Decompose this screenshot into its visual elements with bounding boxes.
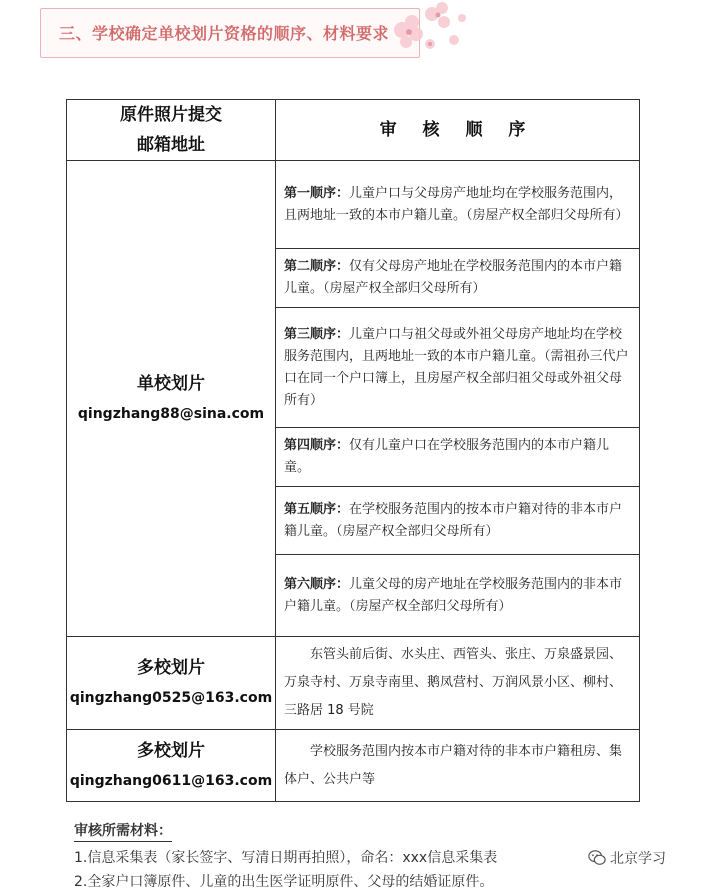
order-cell-4 [276, 428, 640, 487]
order-text: 仅有父母房产地址在学校服务范围内的本市户籍儿童。（房屋产权全部归父母所有） [284, 259, 623, 296]
multi-school-row-1 [67, 637, 640, 730]
wechat-icon [588, 849, 606, 867]
watermark [588, 848, 666, 868]
materials-title: 审核所需材料： [74, 820, 172, 842]
multi-school-email-2: qingzhang0611@163.com [69, 772, 273, 789]
single-school-type: 单校划片 [137, 373, 205, 394]
section-header [40, 8, 420, 58]
order-text: 在学校服务范围内的按本市户籍对待的非本市户籍儿童。（房屋产权全部归父母所有） [284, 501, 623, 539]
section-title: 三、学校确定单校划片资格的顺序、材料要求 [59, 24, 390, 43]
materials-section [74, 820, 497, 894]
order-text: 儿童户口与父母房产地址均在学校服务范围内，且两地址一致的本市户籍儿童。（房屋产权全部归父母所有） [284, 185, 629, 223]
materials-item: 2.全家户口簿原件、儿童的出生医学证明原件、父母的结婚证原件。 [74, 874, 494, 890]
single-school-cell [67, 161, 276, 637]
table-header-row [67, 100, 640, 161]
multi-school-scope-1: 东管头前后街、水头庄、西管头、张庄、万泉盛景园、万泉寺村、万泉寺南里、鹅凤营村、万润风景小区、柳村、三路居 18 号院 [276, 637, 640, 730]
order-label: 第一顺序： [284, 185, 350, 201]
multi-school-type-1: 多校划片 [137, 658, 205, 678]
multi-school-row-2 [67, 730, 640, 802]
order-text: 儿童父母的房产地址在学校服务范围内的非本市户籍儿童。（房屋产权全部归父母所有） [284, 576, 623, 614]
materials-item: 1.信息采集表（家长签字、写清日期再拍照），命名：xxx信息采集表 [74, 850, 498, 866]
watermark-text: 北京学习 [610, 851, 666, 867]
multi-school-type-2: 多校划片 [137, 740, 205, 761]
order-label: 第四顺序： [284, 438, 350, 453]
order-cell-1 [276, 161, 640, 249]
order-label: 第五顺序： [284, 501, 350, 517]
header-left-line2: 邮箱地址 [137, 135, 205, 155]
multi-school-cell-2 [67, 730, 276, 802]
order-label: 第六顺序： [284, 576, 350, 592]
header-left [67, 100, 276, 161]
order-cell-6 [276, 555, 640, 637]
single-order-row [67, 161, 640, 249]
order-text: 儿童户口与祖父母或外祖父母房产地址均在学校服务范围内，且两地址一致的本市户籍儿童。（需祖孙三代户口在同一个户口簿上，且房屋产权全部归祖父母或外祖父母所有） [284, 326, 629, 408]
order-cell-5 [276, 487, 640, 555]
order-label: 第二顺序： [284, 259, 350, 274]
policy-table [66, 99, 640, 802]
header-right: 审 核 顺 序 [276, 100, 640, 161]
header-left-line1: 原件照片提交 [120, 105, 222, 125]
order-label: 第三顺序： [284, 326, 350, 342]
order-cell-2 [276, 249, 640, 308]
multi-school-scope-2: 学校服务范围内按本市户籍对待的非本市户籍租房、集体户、公共户等 [276, 730, 640, 802]
multi-school-cell-1 [67, 637, 276, 730]
order-cell-3 [276, 308, 640, 428]
blossom-decoration [382, 0, 472, 60]
order-text: 仅有儿童户口在学校服务范围内的本市户籍儿童。 [284, 438, 610, 475]
multi-school-email-1: qingzhang0525@163.com [69, 690, 273, 706]
single-school-email: qingzhang88@sina.com [77, 405, 265, 422]
